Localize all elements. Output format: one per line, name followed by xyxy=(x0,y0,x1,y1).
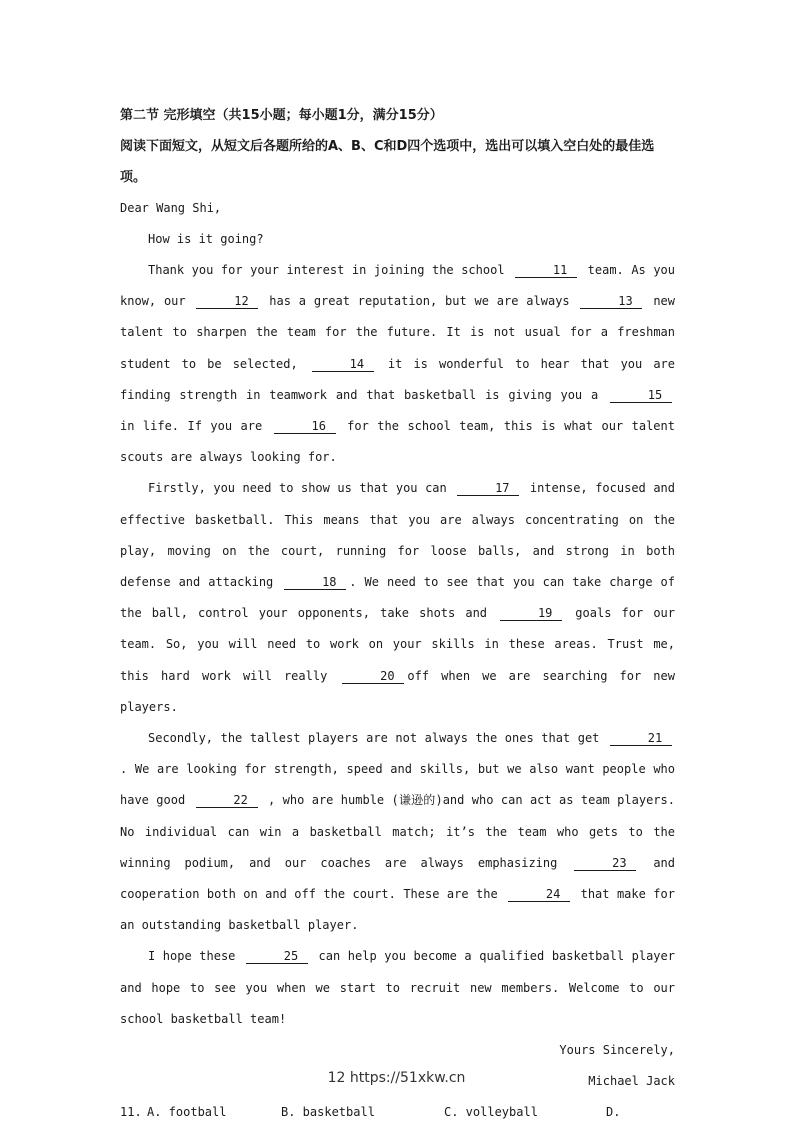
text-run: Secondly, the tallest players are not always the ones that get xyxy=(148,731,600,746)
text-run: new talent to sharpen the team for the future. It is not usual for a freshman student to be selected, xyxy=(120,294,675,371)
paragraph-1 xyxy=(120,255,675,473)
page-footer: 12 https://51xkw.cn xyxy=(327,1070,466,1086)
option-d: D. xyxy=(606,1105,621,1120)
greeting: How is it going? xyxy=(148,232,264,246)
blank-13: 13 xyxy=(580,294,642,309)
option-b: B. basketball xyxy=(281,1105,375,1120)
blank-15: 15 xyxy=(610,388,672,403)
blank-21: 21 xyxy=(610,731,672,746)
text-run: team. As you know, our xyxy=(120,263,675,309)
text-run: Firstly, you need to show us that you can xyxy=(148,481,447,496)
question-number: 11. xyxy=(120,1105,142,1120)
blank-24: 24 xyxy=(508,887,570,902)
option-c: C. volleyball xyxy=(444,1105,538,1120)
blank-22: 22 xyxy=(196,793,258,808)
paragraph-3 xyxy=(120,723,675,941)
text-run: intense, focused and effective basketball. This means that you are always concentrating on the play, moving on the court, running for loose balls, and strong in both defense and attacking xyxy=(120,481,675,590)
option-a: A. football xyxy=(147,1105,227,1120)
text-run: I hope these xyxy=(148,949,236,964)
text-run: it is wonderful to hear that you are finding strength in teamwork and that basketball is giving you a xyxy=(120,356,675,402)
paragraph-2 xyxy=(120,473,675,723)
text-run: can help you become a qualified basketball player and hope to see you when we start to recruit new members. Welcome to our school basketball team! xyxy=(120,949,675,1026)
text-run: in life. If you are xyxy=(120,419,263,434)
text-run: , who are humble (谦逊的)and who can act as team players. No individual can win a basketball match; it’s the team who gets to the winning podium, and our coaches are always emphasizing xyxy=(120,793,675,870)
blank-25: 25 xyxy=(246,949,308,964)
blank-17: 17 xyxy=(457,481,519,496)
text-run: . We are looking for strength, speed and skills, but we also want people who have good xyxy=(120,762,675,808)
blank-14: 14 xyxy=(312,357,374,372)
instructions: 阅读下面短文，从短文后各题所给的A、B、C和D四个选项中，选出可以填入空白处的最佳选项。 xyxy=(120,139,655,185)
section-heading: 第二节 完形填空（共15小题；每小题1分，满分15分） xyxy=(120,108,443,123)
blank-23: 23 xyxy=(574,856,636,871)
text-run: and cooperation both on and off the court. These are the xyxy=(120,855,675,902)
signature: Michael Jack xyxy=(588,1074,675,1089)
blank-12: 12 xyxy=(196,294,258,309)
document-page xyxy=(120,100,675,1128)
blank-19: 19 xyxy=(500,606,562,621)
text-run: . We need to see that you can take charge of the ball, control your opponents, take shots and xyxy=(120,575,675,621)
blank-18: 18 xyxy=(284,575,346,590)
text-run: off when we are searching for new players. xyxy=(120,668,675,714)
text-run: for the school team, this is what our talent scouts are always looking for. xyxy=(120,419,675,465)
blank-11: 11 xyxy=(515,263,577,278)
paragraph-4 xyxy=(120,941,675,1035)
closing: Yours Sincerely, xyxy=(559,1043,675,1058)
text-run: goals for our team. So, you will need to work on your skills in these areas. Trust me, this hard work will really xyxy=(120,606,676,683)
text-run: that make for an outstanding basketball player. xyxy=(120,887,675,933)
blank-20: 20 xyxy=(342,669,404,684)
text-run: has a great reputation, but we are always xyxy=(269,294,570,309)
text-run: Thank you for your interest in joining the school xyxy=(148,263,505,277)
salutation: Dear Wang Shi, xyxy=(120,201,222,215)
question-11-options xyxy=(120,1097,675,1128)
blank-16: 16 xyxy=(274,419,336,434)
